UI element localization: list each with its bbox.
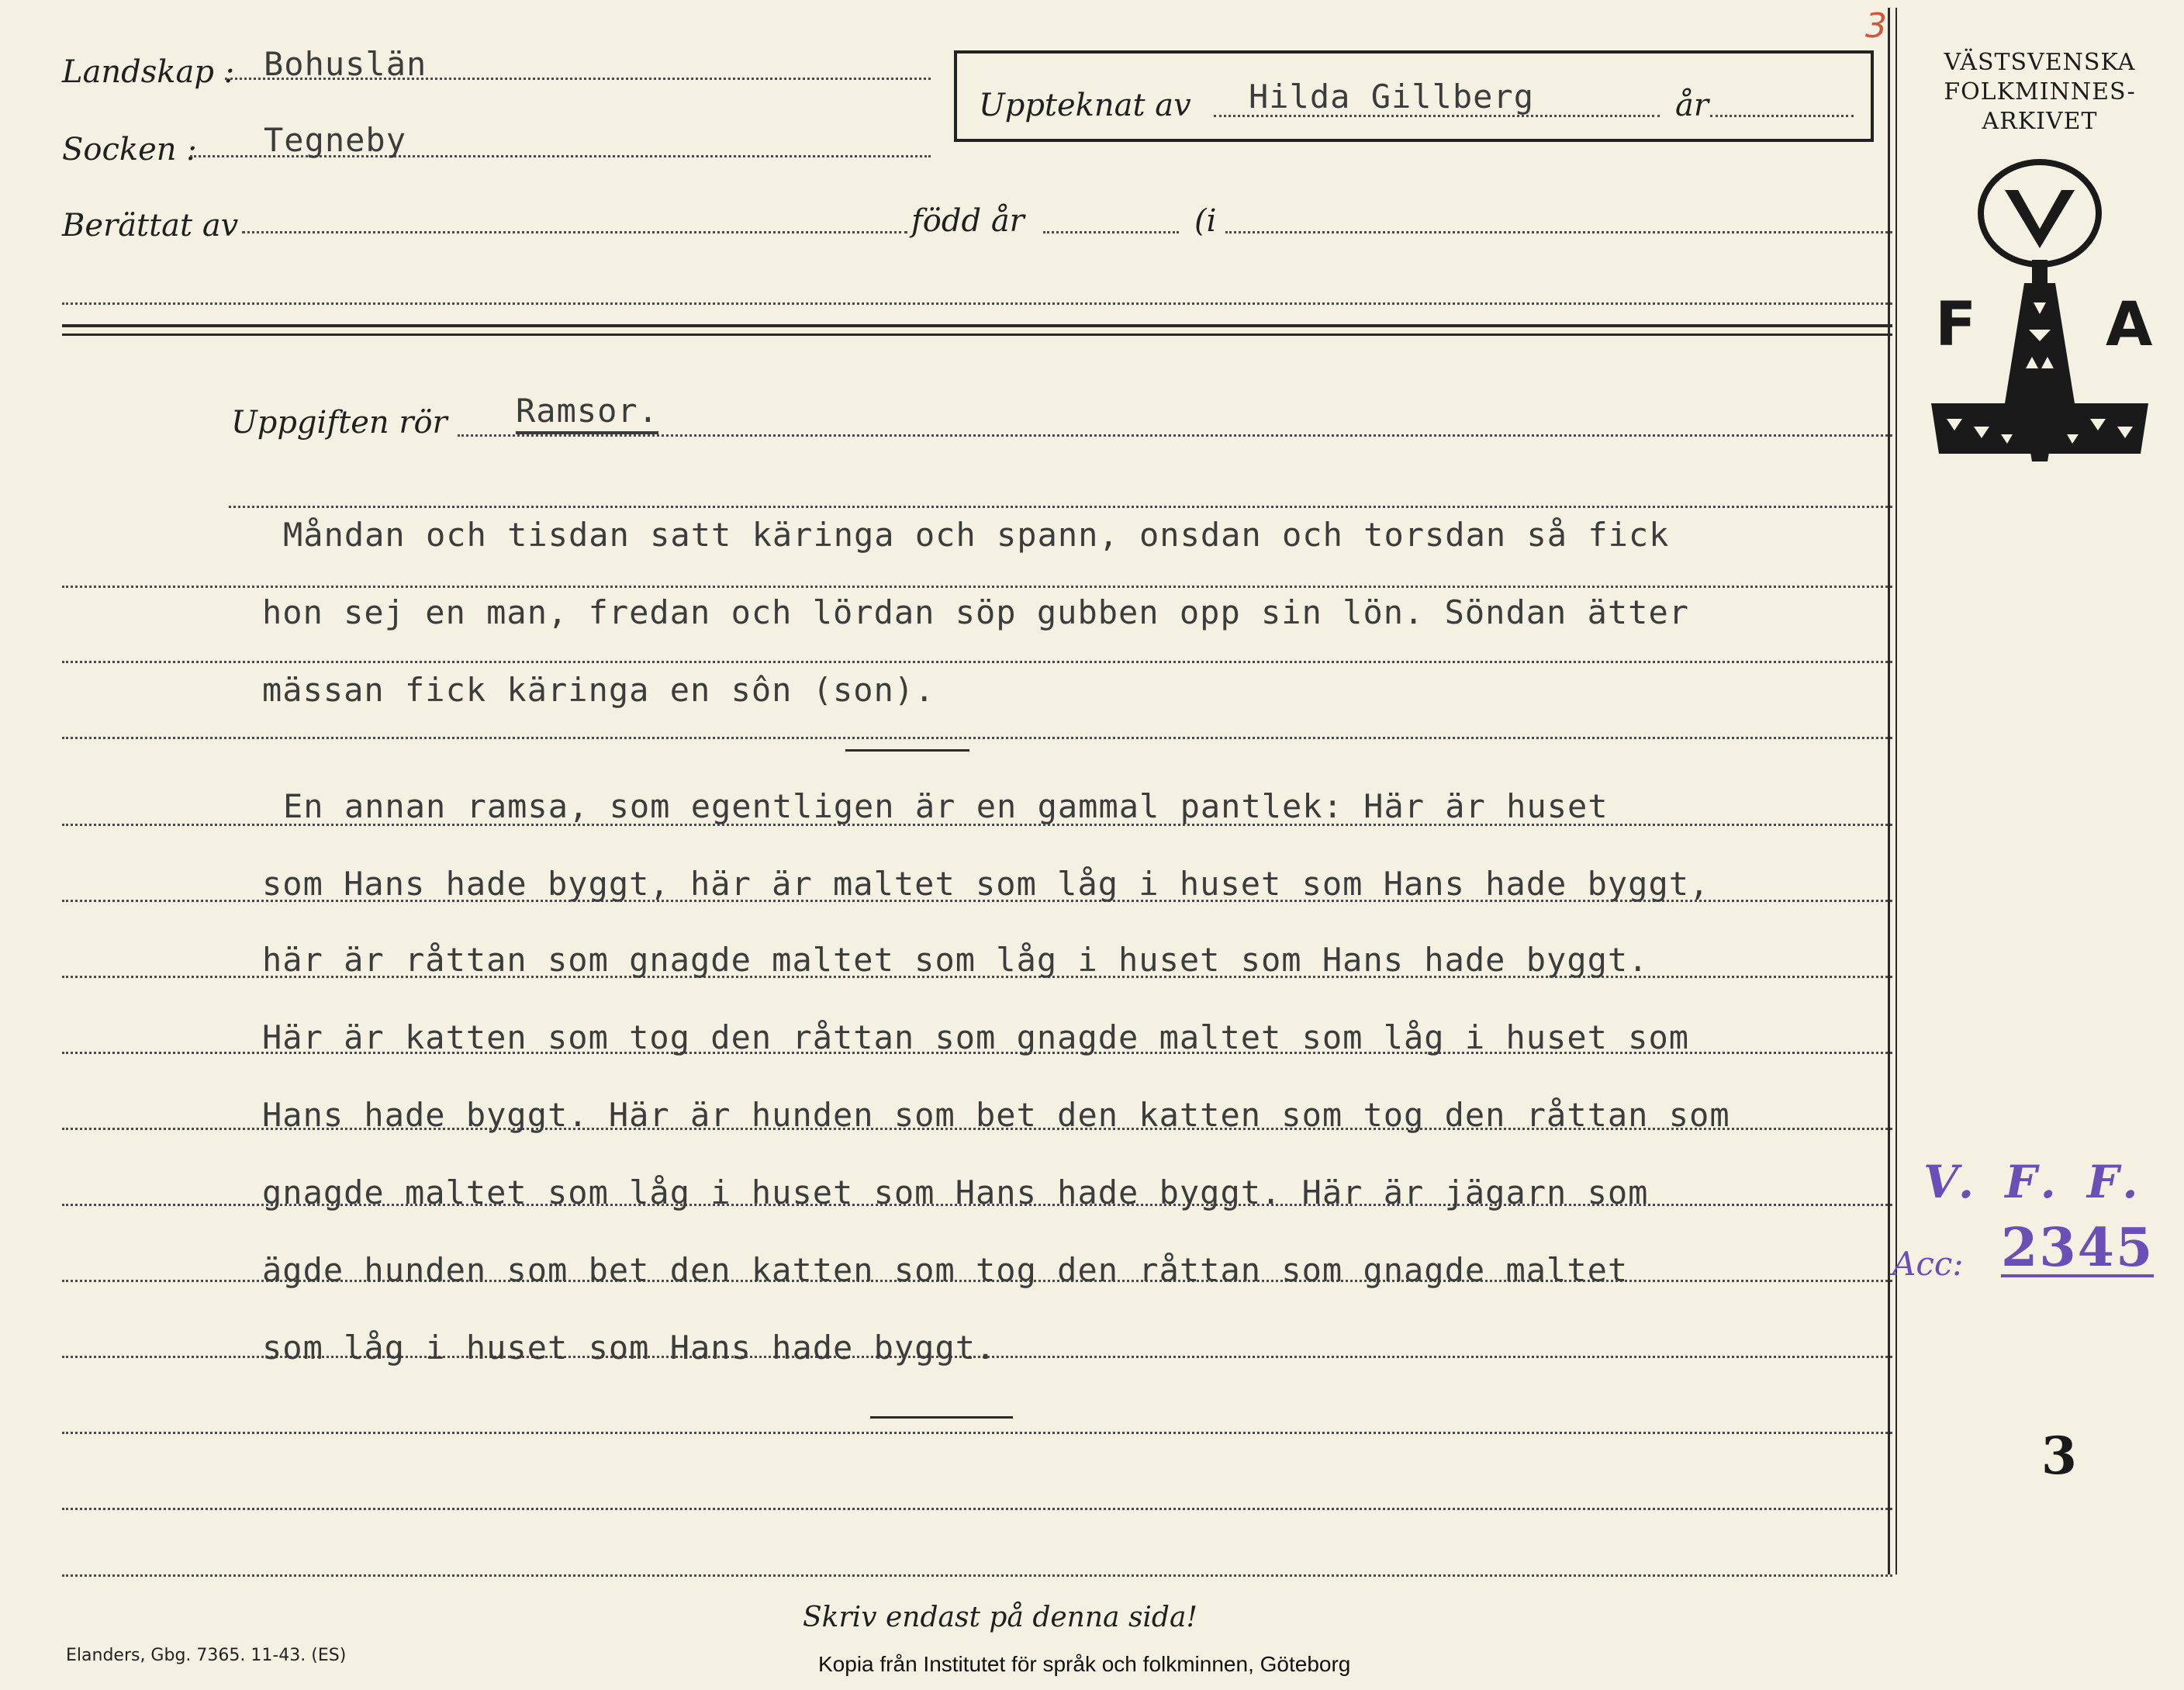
header-rule-top [62, 324, 1892, 327]
uppteck-label: Uppteknat av [979, 88, 1191, 123]
uppteck-value: Hilda Gillberg [1249, 78, 1535, 116]
berattat-dotline [242, 231, 907, 233]
line-dots-13 [62, 1508, 1892, 1510]
p2-line-5: Hans hade byggt. Här är hunden som bet den katten som tog den råttan som [262, 1096, 1730, 1134]
p1-line-3: mässan fick käringa en sôn (son). [262, 671, 935, 709]
ar-dotline [1710, 115, 1854, 117]
ar-label: år [1675, 88, 1709, 123]
line-dots-1 [62, 586, 1892, 588]
page-number: 3 [2041, 1426, 2077, 1486]
line-dots-12 [62, 1432, 1892, 1434]
line-dots-14 [62, 1574, 1892, 1577]
vfa-hammer-logo-icon [1916, 155, 2164, 465]
p2-line-7: ägde hunden som bet den katten som tog den råttan som gnagde maltet [262, 1251, 1629, 1289]
p1-line-2: hon sej en man, fredan och lördan söp gubben opp sin lön. Söndan ätter [262, 593, 1690, 631]
p2-line-4: Här är katten som tog den råttan som gnagde maltet som låg i huset som [262, 1018, 1690, 1056]
archive-line3: ARKIVET [1982, 108, 2098, 135]
socken-value: Tegneby [264, 121, 407, 159]
landskap-label: Landskap : [62, 54, 235, 90]
p2-line-6: gnagde maltet som låg i huset som Hans hade byggt. Här är jägarn som [262, 1173, 1649, 1211]
section-divider-1 [845, 749, 969, 752]
line-dots-2 [62, 661, 1892, 663]
vertical-divider-2 [1895, 8, 1897, 1574]
topic-label: Uppgiften rör [231, 405, 448, 441]
printer-imprint: Elanders, Gbg. 7365. 11-43. (ES) [66, 1646, 347, 1665]
topic-dotline-2 [229, 506, 1892, 508]
p2-line-1: En annan ramsa, som egentligen är en gammal pantlek: Här är huset [283, 787, 1609, 825]
copy-note: Kopia från Institutet för språk och folkminnen, Göteborg [818, 1652, 1351, 1676]
footer-instruction: Skriv endast på denna sida! [803, 1602, 1197, 1633]
stamp-vff: V. F. F. [1923, 1156, 2146, 1208]
header-rule-bottom [62, 334, 1892, 336]
archive-line2: FOLKMINNES- [1944, 78, 2136, 105]
fodd-dotline [1043, 231, 1179, 233]
i-label: (i [1194, 203, 1217, 239]
i-dotline [1225, 231, 1892, 233]
p1-line-1: Måndan och tisdan satt käringa och spann, onsdan och torsdan så fick [283, 516, 1670, 554]
extra-dotline [62, 302, 1892, 305]
topic-value: Ramsor. [516, 392, 658, 434]
logo-letter-f: F [1935, 290, 1977, 360]
stamp-acc-number: 2345 [2001, 1217, 2155, 1279]
p2-line-8: som låg i huset som Hans hade byggt. [262, 1329, 997, 1367]
page-mark: 3 [1865, 6, 1887, 46]
landskap-value: Bohuslän [264, 45, 427, 83]
archive-name [1908, 48, 2172, 137]
section-divider-2 [870, 1416, 1013, 1419]
line-dots-3 [62, 737, 1892, 739]
logo-letter-a: A [2106, 290, 2153, 360]
socken-label: Socken : [62, 132, 197, 168]
topic-dotline [458, 434, 1892, 437]
archive-line1: VÄSTSVENSKA [1944, 49, 2136, 76]
stamp-acc-label: Acc: [1892, 1245, 1964, 1283]
fodd-label: född år [911, 203, 1025, 239]
berattat-label: Berättat av [62, 208, 239, 244]
p2-line-3: här är råttan som gnagde maltet som låg i huset som Hans hade byggt. [262, 941, 1649, 979]
vertical-divider-1 [1888, 8, 1890, 1574]
p2-line-2: som Hans hade byggt, här är maltet som låg i huset som Hans hade byggt, [262, 865, 1710, 903]
